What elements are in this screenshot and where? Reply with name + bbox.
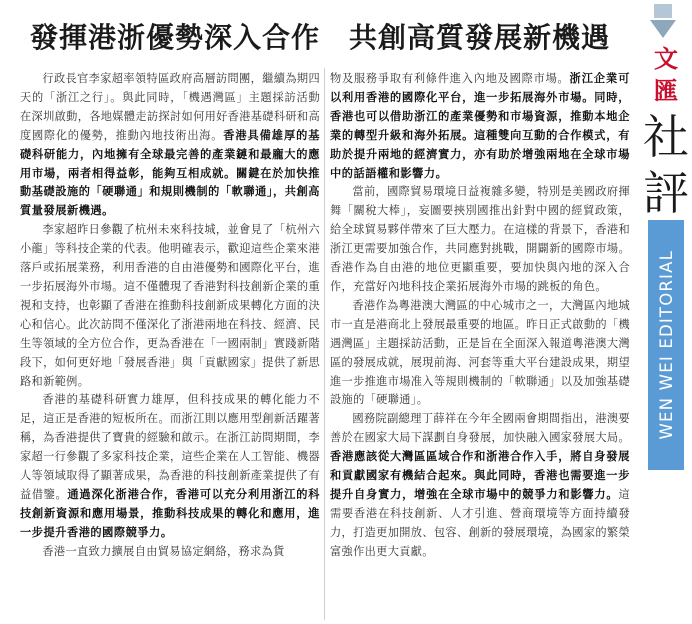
down-arrow-icon [650, 20, 676, 38]
article-paragraph-l3 [20, 391, 320, 542]
article-paragraph-l1 [20, 70, 320, 221]
section-char-she: 社 [643, 110, 689, 164]
article-paragraph-l2 [20, 221, 320, 391]
article-paragraph-r2 [330, 183, 630, 296]
article-paragraph-r1 [330, 70, 630, 183]
editorial-label: WEN WEI EDITORIAL [656, 250, 676, 440]
article-column-right [330, 70, 630, 562]
bold-excerpt: 通過深化浙港合作，香港可以充分利用浙江的科技創新資源和應用場景，推動科技成果的轉化和應用，進一步提升香港的國際競爭力。 [20, 487, 320, 539]
article-paragraph-r4 [330, 410, 630, 561]
brand-char-wen: 文 [654, 44, 678, 73]
logo-arrow-stem [654, 4, 672, 18]
editorial-band [648, 220, 684, 470]
body-text: 香港的基礎科研實力雄厚，但科技成果的轉化能力不足，這正是香港的短板所在。而浙江則以應用型創新活躍著稱，為香港提供了寶貴的經驗和啟示。在浙江訪問期間，李家超一行參觀了多家科技企業，這些企業在人工智能、機器人等領域取得了顯著成果，為香港的科技創新產業提供了有益借鑒。 [20, 393, 320, 501]
article-column-left [20, 70, 320, 562]
body-text: 行政長官李家超率領特區政府高層訪問團，繼續為期四天的「浙江之行」。與此同時，「機遇灣區」主題採訪活動在深圳啟動，各地媒體走訪探討如何用好香港基礎科研和高度國際化的優勢，推動內地技術出海。 [20, 72, 320, 142]
bold-excerpt: 香港具備雄厚的基礎科研能力，內地擁有全球最完善的產業鏈和最龐大的應用市場，兩者相得益彰，能夠互相成就。關鍵在於加快推動基礎設施的「硬聯通」和規則機制的「軟聯通」，共創高質量發展新機遇。 [20, 128, 321, 218]
article-headline: 發揮港浙優勢深入合作 共創高質發展新機遇 [29, 21, 610, 54]
masthead-panel [640, 0, 692, 624]
body-text: 這需要香港在科技創新、人才引進、營商環境等方面持續發力，打造更加開放、包容、創新的發展環境，為國家的繁榮富強作出更大貢獻。 [330, 487, 630, 558]
section-char-ping: 評 [643, 166, 689, 220]
brand-char-wei: 匯 [654, 76, 678, 105]
column-divider [324, 68, 325, 620]
body-text: 國務院副總理丁薛祥在今年全國兩會期間指出，港澳要善於在國家大局下謀劃自身發展，加快融入國家發展大局。 [330, 412, 630, 445]
article-paragraph-r3 [330, 297, 630, 410]
body-text: 香港一直致力擴展自由貿易協定網絡，務求為貨 [42, 544, 285, 558]
bold-excerpt: 浙江企業可以利用香港的國際化平台，進一步拓展海外市場。同時，香港也可以借助浙江的產業優勢和市場資源，推動本地企業的轉型升級和海外拓展。這種雙向互動的合作模式，有助於提升兩地的經濟實力，亦有助於增強兩地在全球市場中的話語權和影響力。 [330, 72, 630, 180]
body-text: 李家超昨日參觀了杭州未來科技城，並會見了「杭州六小龍」等科技企業的代表。他明確表示，歡迎這些企業來港落戶或拓展業務，利用香港的自由港優勢和國際化平台，進一步拓展海外市場。這不僅體現了香港對科技創新企業的重視和支持，也彰顯了香港在推動科技創新成果轉化方面的決心和信心。此次訪問不僅深化了浙港兩地在科技、經濟、民生等領域的全方位合作，更為香港在「一國兩制」實踐新階段下，如何更好地「發展香港」與「貢獻國家」提供了新思路和新範例。 [20, 223, 320, 388]
body-text: 物及服務爭取有利條件進入內地及國際市場。 [330, 72, 570, 85]
bold-excerpt: 香港應該從大灣區區域合作和浙港合作入手，將自身發展和貢獻國家有機結合起來。與此同時，香港也需要進一步提升自身實力，增強在全球市場中的競爭力和影響力。 [330, 450, 630, 501]
article-paragraph-l4 [20, 543, 320, 562]
body-text: 香港作為粵港澳大灣區的中心城市之一，大灣區內地城市一直是港商北上發展最重要的地區。昨日正式啟動的「機遇灣區」主題採訪活動，正是旨在全面深入報道粵港澳大灣區的發展成就，展現前海、河套等重大平台建設成果，期望進一步推進市場准入等規則機制的「軟聯通」以及加強基礎設施的「硬聯通」。 [330, 298, 630, 407]
body-text: 當前，國際貿易環境日益複雜多變，特別是美國政府揮舞「關稅大棒」，妄圖要挾別國推出針對中國的經貿政策，給全球貿易夥伴帶來了巨大壓力。在這樣的背景下，香港和浙江更需要加強合作，共同應對挑戰，開闢新的國際市場。香港作為自由港的地位更顯重要，要加快與內地的深入合作，充當好內地科技企業拓展海外市場的跳板的角色。 [330, 185, 630, 293]
